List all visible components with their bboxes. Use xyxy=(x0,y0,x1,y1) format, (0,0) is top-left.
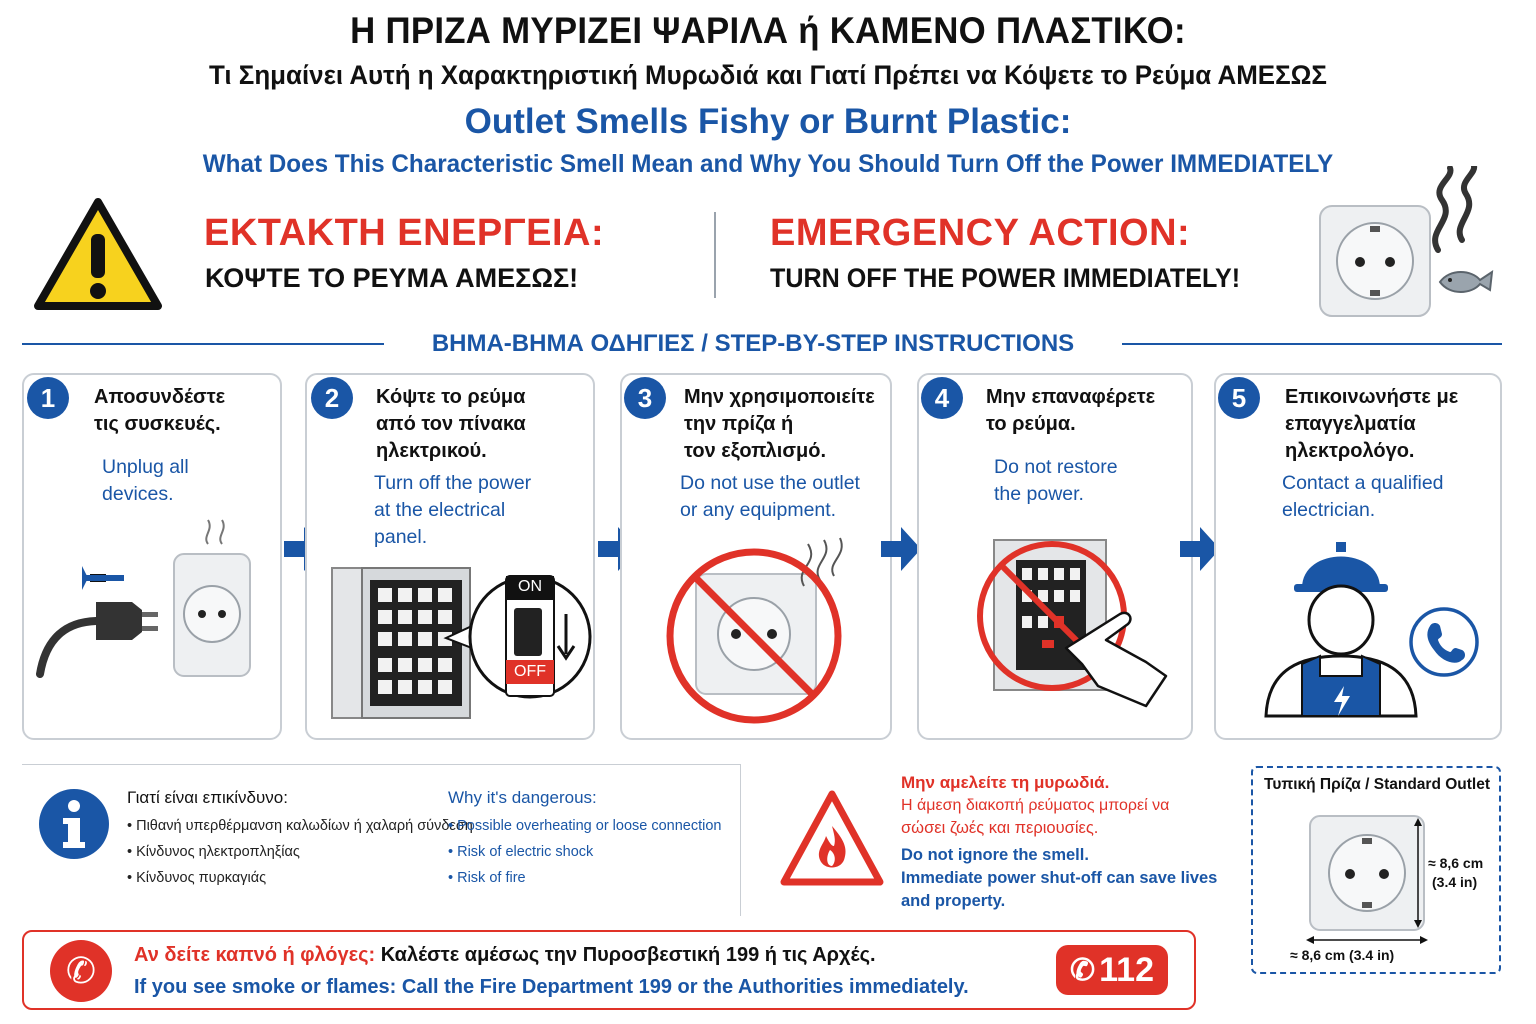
info-item-greek: • Κίνδυνος ηλεκτροπληξίας xyxy=(127,839,473,865)
section-title: ΒΗΜΑ-ΒΗΜΑ ΟΔΗΓΙΕΣ / STEP-BY-STEP INSTRUCTIONS xyxy=(431,330,1075,357)
phone-icon: ✆ xyxy=(50,940,112,1002)
warning-english-text: Immediate power shut-off can save lives xyxy=(901,869,1218,887)
step-5-greek: Επικοινωνήστε με επαγγελματία ηλεκτρολόγο. xyxy=(1285,386,1459,462)
outlet-height-label-inches: (3.4 in) xyxy=(1432,874,1478,890)
info-list-english xyxy=(448,813,722,891)
warning-english-heading: Do not ignore the smell. xyxy=(901,846,1089,864)
emergency-number-badge[interactable] xyxy=(1056,945,1168,995)
step-number-badge: 3 xyxy=(624,377,666,419)
page-subtitle-greek: Τι Σημαίνει Αυτή η Χαρακτηριστική Μυρωδιά και Γιατί Πρέπει να Κόψετε το Ρεύμα ΑΜΕΣΩΣ xyxy=(209,60,1327,90)
emergency-divider xyxy=(714,212,716,298)
emergency-text-greek: ΚΟΨΤΕ ΤΟ ΡΕΥΜΑ ΑΜΕΣΩΣ! xyxy=(205,263,579,293)
outlet-height-label: ≈ 8,6 cm xyxy=(1428,855,1484,871)
no-restore-power-illustration xyxy=(970,536,1170,712)
section-rule-right xyxy=(1122,343,1502,345)
emergency-number: 112 xyxy=(1099,950,1154,989)
warning-triangle-icon xyxy=(32,196,164,314)
step-1-english: Unplug all devices. xyxy=(102,456,189,505)
step-2-greek: Κόψτε το ρεύμα από τον πίνακα ηλεκτρικού. xyxy=(376,386,526,462)
step-4-greek: Μην επαναφέρετε το ρεύμα. xyxy=(986,386,1156,435)
step-5-english: Contact a qualified electrician. xyxy=(1282,472,1444,521)
step-2-english: Turn off the power at the electrical panel. xyxy=(374,472,532,548)
emergency-call-greek xyxy=(134,944,876,967)
fire-warning-icon xyxy=(778,788,886,888)
step-number-badge: 1 xyxy=(27,377,69,419)
warning-english-text: and property. xyxy=(901,892,1006,910)
step-3-english: Do not use the outlet or any equipment. xyxy=(680,472,860,521)
page-subtitle-english: What Does This Characteristic Smell Mean and Why You Should Turn Off the Power IMMEDIATELY xyxy=(202,150,1334,178)
electrician-illustration xyxy=(1262,540,1484,720)
outlet-width-label: ≈ 8,6 cm (3.4 in) xyxy=(1290,947,1395,963)
info-title-greek: Γιατί είναι επικίνδυνο: xyxy=(127,788,288,807)
emergency-call-english: If you see smoke or flames: Call the Fire Department 199 or the Authorities immediately. xyxy=(134,976,969,998)
switch-on-label: ON xyxy=(518,578,542,595)
step-number-badge: 4 xyxy=(921,377,963,419)
step-1-greek: Αποσυνδέστε τις συσκευές. xyxy=(94,386,226,435)
emergency-heading-greek: ΕΚΤΑΚΤΗ ΕΝΕΡΓΕΙΑ: xyxy=(204,212,605,254)
page-title-english: Outlet Smells Fishy or Burnt Plastic: xyxy=(464,102,1072,141)
info-divider xyxy=(22,764,740,765)
info-item-greek: • Πιθανή υπερθέρμανση καλωδίων ή χαλαρή σύνδεση xyxy=(127,813,473,839)
step-4-english: Do not restore the power. xyxy=(994,456,1118,505)
step-3-greek: Μην χρησιμοποιείτε την πρίζα ή τον εξοπλισμό. xyxy=(684,386,875,462)
step-arrow-icon xyxy=(881,527,921,571)
emergency-text-english: TURN OFF THE POWER IMMEDIATELY! xyxy=(770,263,1241,293)
emergency-call-greek-text: Καλέστε αμέσως την Πυροσβεστική 199 ή τις Αρχές. xyxy=(375,944,876,966)
info-icon xyxy=(38,788,110,860)
info-list-greek xyxy=(127,813,473,891)
info-item-english: • Possible overheating or loose connection xyxy=(448,813,722,839)
warning-greek-text: Η άμεση διακοπή ρεύματος μπορεί να xyxy=(901,797,1170,814)
info-item-greek: • Κίνδυνος πυρκαγιάς xyxy=(127,865,473,891)
emergency-call-greek-lead: Αν δείτε καπνό ή φλόγες: xyxy=(134,944,376,966)
phone-icon: ✆ xyxy=(1070,953,1096,987)
page-title-greek: Η ΠΡΙΖΑ ΜΥΡΙΖΕΙ ΨΑΡΙΛΑ ή ΚΑΜΕΝΟ ΠΛΑΣΤΙΚΟ: xyxy=(350,10,1186,51)
unplug-illustration xyxy=(36,514,256,690)
section-rule-left xyxy=(22,343,384,345)
emergency-heading-english: EMERGENCY ACTION: xyxy=(770,212,1191,254)
info-item-english: • Risk of fire xyxy=(448,865,722,891)
info-title-english: Why it's dangerous: xyxy=(448,788,597,807)
info-item-english: • Risk of electric shock xyxy=(448,839,722,865)
smelly-outlet-illustration xyxy=(1316,166,1506,322)
warning-greek-heading: Μην αμελείτε τη μυρωδιά. xyxy=(901,773,1110,792)
info-divider-vertical xyxy=(740,764,741,916)
step-number-badge: 5 xyxy=(1218,377,1260,419)
warning-greek-text: σώσει ζωές και περιουσίες. xyxy=(901,819,1099,837)
step-number-badge: 2 xyxy=(311,377,353,419)
standard-outlet-title: Τυπική Πρίζα / Standard Outlet xyxy=(1264,776,1490,793)
no-use-outlet-illustration xyxy=(664,528,860,728)
switch-off-label: OFF xyxy=(514,663,546,680)
